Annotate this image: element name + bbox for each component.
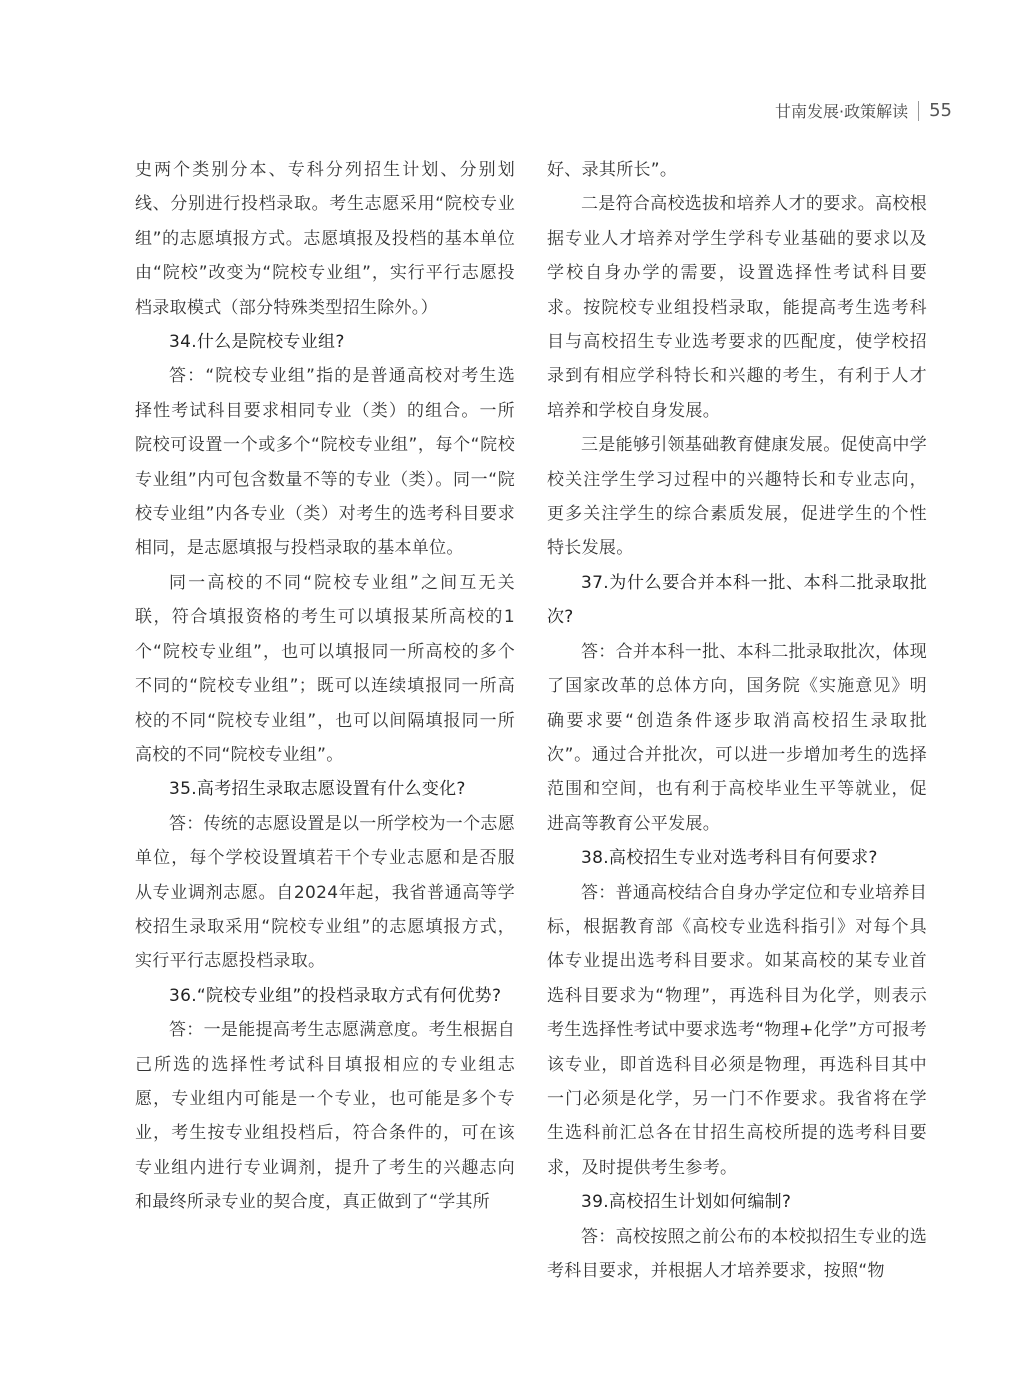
question-heading: 38.高校招生专业对选考科目有何要求?	[581, 848, 878, 869]
question-heading: 35.高考招生录取志愿设置有什么变化?	[169, 779, 466, 800]
page-number: 55	[929, 100, 952, 121]
header-divider	[918, 101, 919, 121]
answer-paragraph: 答：高校按照之前公布的本校拟招生专业的选考科目要求，并根据人才培养要求，按照“物	[547, 1226, 927, 1281]
question-heading: 39.高校招生计划如何编制?	[581, 1192, 792, 1213]
question-heading: 36.“院校专业组”的投档录取方式有何优势?	[169, 985, 502, 1006]
running-header	[775, 99, 952, 122]
answer-paragraph: 答：普通高校结合自身办学定位和专业培养目标，根据教育部《高校专业选科指引》对每个具体专业提出选考科目要求。如某高校的某专业首选科目要求为“物理”，再选科目为化学，则表示考生选择性考试中要求选考“物理+化学”方可报考该专业，即首选科目必须是物理，再选科目其中一门必须是化学，另一门不作要求。我省将在学生选科前汇总各在甘招生高校所提的选考科目要求，及时提供考生参考。	[547, 882, 927, 1178]
question-heading: 34.什么是院校专业组?	[169, 332, 345, 353]
right-column	[547, 153, 927, 1288]
answer-paragraph: 答：一是能提高考生志愿满意度。考生根据自己所选的选择性考试科目填报相应的专业组志愿，专业组内可能是一个专业，也可能是多个专业，考生按专业组投档后，符合条件的，可在该专业组内进行专业调剂，提升了考生的兴趣志向和最终所录专业的契合度，真正做到了“学其所	[135, 1020, 515, 1213]
answer-paragraph: 答：合并本科一批、本科二批录取批次，体现了国家改革的总体方向，国务院《实施意见》明确要求要“创造条件逐步取消高校招生录取批次”。通过合并批次，可以进一步增加考生的选择范围和空间，也有利于高校毕业生平等就业，促进高等教育公平发展。	[547, 641, 927, 834]
paragraph: 史两个类别分本、专科分列招生计划、分别划线、分别进行投档录取。考生志愿采用“院校专业组”的志愿填报方式。志愿填报及投档的基本单位由“院校”改变为“院校专业组”，实行平行志愿投档录取模式（部分特殊类型招生除外。）	[135, 160, 515, 318]
answer-paragraph: 答：“院校专业组”指的是普通高校对考生选择性考试科目要求相同专业（类）的组合。一所院校可设置一个或多个“院校专业组”，每个“院校专业组”内可包含数量不等的专业（类）。同一“院校专业组”内各专业（类）对考生的选考科目要求相同，是志愿填报与投档录取的基本单位。	[135, 366, 515, 559]
answer-paragraph: 同一高校的不同“院校专业组”之间互无关联，符合填报资格的考生可以填报某所高校的1个“院校专业组”，也可以填报同一所高校的多个不同的“院校专业组”；既可以连续填报同一所高校的不同“院校专业组”，也可以间隔填报同一所高校的不同“院校专业组”。	[135, 572, 515, 765]
paragraph: 好、录其所长”。	[547, 160, 678, 180]
answer-paragraph: 二是符合高校选拔和培养人才的要求。高校根据专业人才培养对学生学科专业基础的要求以及学校自身办学的需要，设置选择性考试科目要求。按院校专业组投档录取，能提高考生选考科目与高校招生专业选考要求的匹配度，使学校招录到有相应学科特长和兴趣的考生，有利于人才培养和学校自身发展。	[547, 194, 927, 421]
question-heading: 37.为什么要合并本科一批、本科二批录取批次?	[547, 572, 927, 628]
answer-paragraph: 三是能够引领基础教育健康发展。促使高中学校关注学生学习过程中的兴趣特长和专业志向，更多关注学生的综合素质发展，促进学生的个性特长发展。	[547, 435, 927, 559]
left-column	[135, 153, 515, 1220]
answer-paragraph: 答：传统的志愿设置是以一所学校为一个志愿单位，每个学校设置填若干个专业志愿和是否服从专业调剂志愿。自2024年起，我省普通高等学校招生录取采用“院校专业组”的志愿填报方式，实行平行志愿投档录取。	[135, 813, 515, 972]
section-title: 甘南发展·政策解读	[775, 102, 909, 121]
